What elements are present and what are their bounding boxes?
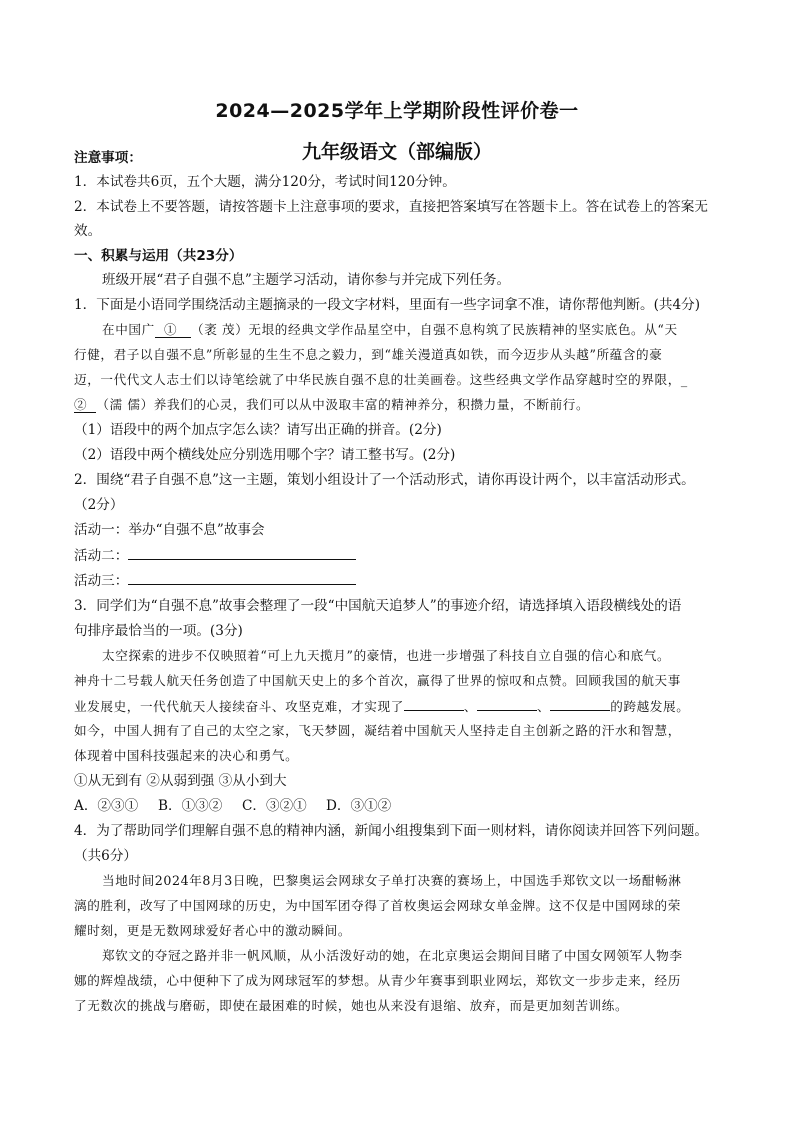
section-heading: 一、积累与运用（共23分） — [74, 248, 243, 264]
q2-activity-2 — [74, 545, 734, 566]
q1-passage-text: 在中国广 — [102, 322, 155, 337]
answer-line-activity-2[interactable] — [128, 545, 356, 560]
q3-blank-3 — [550, 696, 610, 711]
answer-line-activity-3[interactable] — [128, 570, 356, 585]
notes-item-2-line-2: 效。 — [74, 223, 102, 239]
q2-activity-3-label: 活动三： — [74, 573, 129, 589]
q1-subquestion-2: （2）语段中两个横线处应分别选用哪个字？请工整书写。(2分) — [74, 447, 456, 463]
blank-1 — [155, 322, 191, 338]
choice-d[interactable]: D．③①② — [326, 798, 392, 814]
q4-passage-1-line-2: 漓的胜利，改写了中国网球的历史，为中国军团夺得了首枚奥运会网球女单金牌。这不仅是中国网球的荣 — [74, 898, 681, 913]
choice-c[interactable]: C．③②① — [242, 798, 307, 814]
choice-b[interactable]: B．①③② — [158, 798, 223, 814]
q3-blank-2 — [477, 696, 537, 711]
q3-passage-line-3 — [74, 696, 734, 717]
exam-title: 2024—2025学年上学期阶段性评价卷一 — [215, 100, 579, 122]
q1-passage-text: （濡 儒）养我们的心灵，我们可以从中汲取丰富的精神养分，积攒力量，不断前行。 — [96, 397, 590, 412]
q4-passage-2-line-1: 郑钦文的夺冠之路并非一帆风顺，从小活泼好动的她，在北京奥运会期间目睹了中国女网领军人物李 — [102, 948, 683, 963]
q3-stem-line-2: 句排序最恰当的一项。(3分) — [74, 623, 243, 639]
exam-subtitle: 九年级语文（部编版） — [301, 141, 492, 163]
q2-activity-2-label: 活动二： — [74, 548, 129, 564]
q1-passage-line-1 — [74, 320, 762, 340]
notes-item-2-line-1: 2．本试卷上不要答题，请按答题卡上注意事项的要求，直接把答案填写在答题卡上。答在试卷上的答案无 — [74, 199, 708, 215]
q2-activity-3 — [74, 570, 734, 591]
section-intro: 班级开展“君子自强不息”主题学习活动，请你参与并完成下列任务。 — [102, 272, 511, 288]
q3-passage-line-2: 神舟十二号载人航天任务创造了中国航天史上的多个首次，赢得了世界的惊叹和点赞。回顾我国的航天事 — [74, 673, 681, 688]
q3-passage-line-1: 太空探索的进步不仅映照着“可上九天揽月”的豪情，也进一步增强了科技自立自强的信心和底气。 — [102, 648, 671, 663]
q3-passage-text: 的跨越发展。 — [610, 699, 690, 714]
q2-stem-line-2: （2分） — [74, 497, 124, 513]
q4-passage-1-line-1: 当地时间2024年8月3日晚，巴黎奥运会网球女子单打决赛的赛场上，中国选手郑钦文以一场酣畅淋 — [102, 873, 682, 888]
q3-passage-line-5: 体现着中国科技强起来的决心和勇气。 — [74, 748, 299, 763]
q3-passage-line-4: 如今，中国人拥有了自己的太空之家，飞天梦圆，凝结着中国航天人坚持走自主创新之路的汗水和智慧， — [74, 723, 681, 738]
q1-passage-text: （袤 茂）无垠的经典文学作品星空中，自强不息构筑了民族精神的坚实底色。从“天 — [191, 322, 678, 337]
q2-activity-1: 活动一：举办“自强不息”故事会 — [74, 522, 265, 538]
q3-options: ①从无到有 ②从弱到强 ③从小到大 — [74, 773, 287, 789]
q3-choices — [74, 796, 734, 816]
q3-separator: 、 — [463, 699, 478, 714]
choice-a[interactable]: A．②③① — [74, 798, 139, 814]
q4-passage-1-line-3: 耀时刻，更是无数网球爱好者心中的激动瞬间。 — [74, 923, 352, 938]
notes-heading: 注意事项： — [74, 150, 142, 166]
q1-passage-line-4 — [74, 395, 734, 415]
blank-2 — [74, 397, 96, 413]
q4-stem-line-1: 4．为了帮助同学们理解自强不息的精神内涵，新闻小组搜集到下面一则材料，请你阅读并回答下列问题。 — [74, 823, 708, 839]
q1-stem: 1．下面是小语同学围绕活动主题摘录的一段文字材料，里面有一些字词拿不准，请你帮他判断。(共4分) — [74, 297, 701, 313]
blank-1-label: ① — [164, 322, 178, 337]
q4-passage-2-line-3: 了无数次的挑战与磨砺，即使在最困难的时候，她也从来没有退缩、放弃，而是更加刻苦训练。 — [74, 998, 629, 1013]
notes-item-1: 1．本试卷共6页，五个大题，满分120分，考试时间120分钟。 — [74, 174, 456, 190]
blank-2-label: ② — [74, 397, 88, 412]
q4-passage-2-line-2: 娜的辉煌战绩，心中便种下了成为网球冠军的梦想。从青少年赛事到职业网坛，郑钦文一步步走来，经历 — [74, 973, 681, 988]
q1-subquestion-1: （1）语段中的两个加点字怎么读？请写出正确的拼音。(2分) — [74, 422, 442, 438]
q3-passage-text: 业发展史，一代代航天人接续奋斗、攻坚克难，才实现了 — [74, 699, 404, 714]
q3-stem-line-1: 3．同学们为“自强不息”故事会整理了一段“中国航天追梦人”的事迹介绍，请选择填入语段横线处的语 — [74, 598, 682, 614]
q4-stem-line-2: （共6分） — [74, 848, 138, 864]
q1-passage-line-2: 行健，君子以自强不息”所彰显的生生不息之毅力，到“雄关漫道真如铁，而今迈步从头越”所蕴含的豪 — [74, 347, 663, 362]
q3-separator: 、 — [537, 699, 551, 714]
q3-blank-1 — [404, 696, 464, 711]
q1-passage-line-3: 迈，一代代文人志士们以诗笔绘就了中华民族自强不息的壮美画卷。这些经典文学作品穿越时空的界限，_ — [74, 372, 688, 387]
q2-stem-line-1: 2．围绕“君子自强不息”这一主题，策划小组设计了一个活动形式，请你再设计两个，以丰富活动形式。 — [74, 472, 695, 488]
